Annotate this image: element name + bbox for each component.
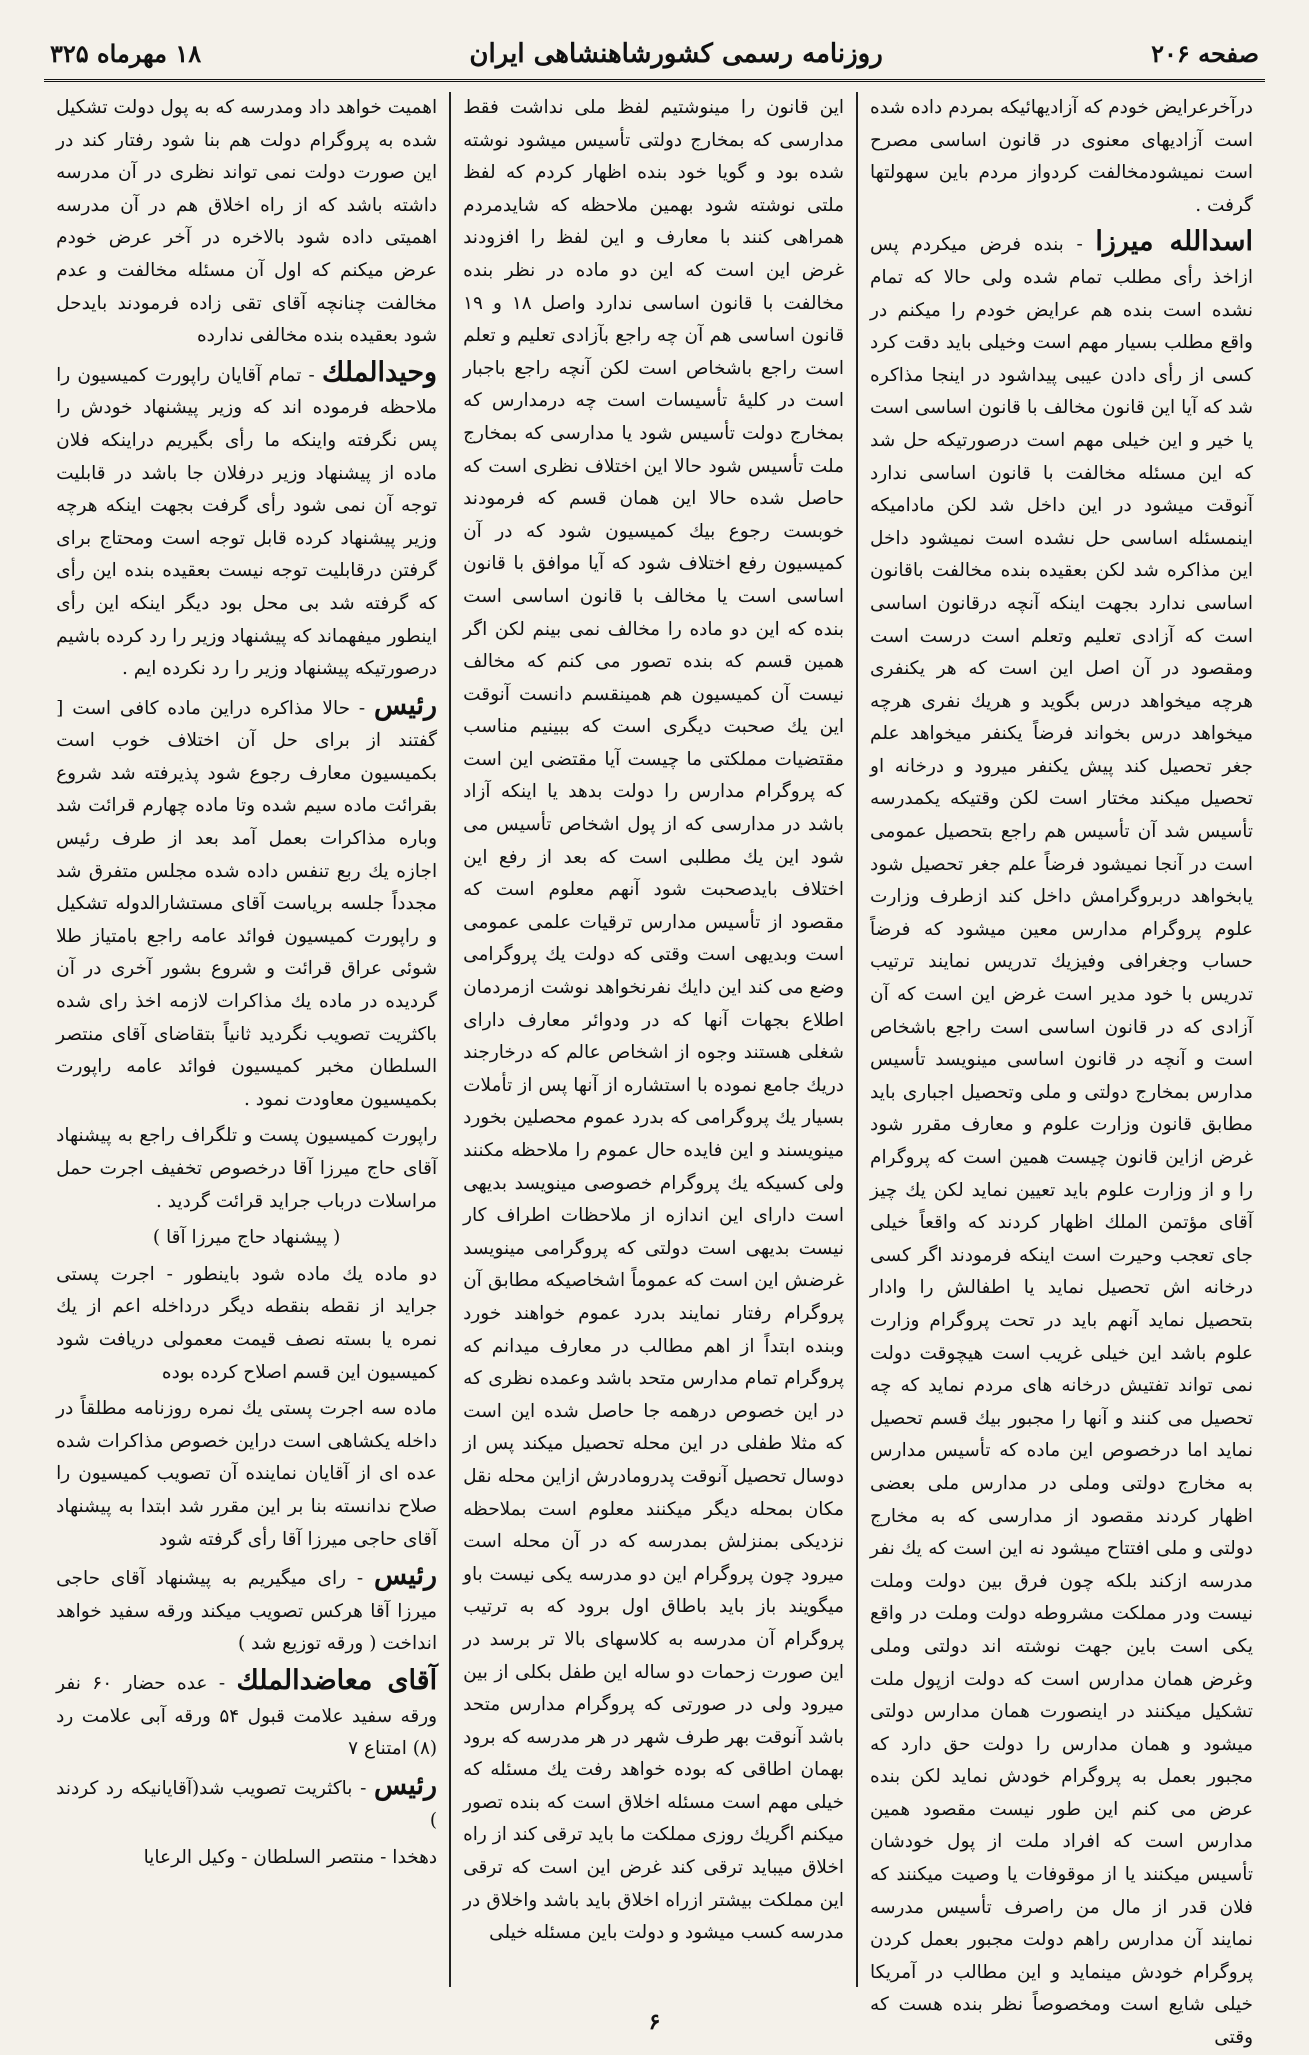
paragraph: درآخرعرایض خودم که آزادیهائیکه بمردم داده شده است آزادیهای معنوی در قانون اساسی مصرح است نمیشودمخالفت کردواز مردم باین سهولتها گرفت . <box>870 97 1253 216</box>
paragraph: دهخدا - منتصر السلطان - وکیل الرعایا <box>143 1846 438 1868</box>
page-label: صفحه ۲۰۶ <box>1151 39 1259 68</box>
paragraph <box>56 1770 437 1838</box>
paragraph: اهمیت خواهد داد ومدرسه که به پول دولت تشکیل شده به پروگرام دولت هم بنا شود رفتار کند در این صورت دولت نمی تواند نظری در آن مدرسه داشته باشد که از راه اخلاق هم در آن مدرسه اهمیتی داده شود بالاخره در آخر عرض خودم عرض میکنم که اول آن مسئله مخالفت و عدم مخالفت چنانچه آقای تقی زاده فرمودند بایدحل شود بعقیده بنده مخالفی ندارده <box>56 97 438 347</box>
speech-text: - عده حضار ۶۰ نفر ورقه سفید علامت قبول ۵۴ ورقه آبی علامت رد (۸) امتناع ۷ <box>56 1672 438 1760</box>
speaker-name: آقای معاضدالملك <box>236 1664 438 1696</box>
speech-text: - تمام آقایان راپورت کمیسیون را ملاحظه فرموده اند که وزیر پیشنهاد خودش را پس نگرفته واینکه ما رأی بگیریم دراینکه فلان ماده از پیشنهاد وزیر درفلان جا باشد در قابلیت توجه آن نمی شود رأی گرفت بجهت اینکه هرچه وزیر پیشنهاد کرده قابل توجه است ومحتاج برای گرفتن درقابلیت توجه نیست بعقیده بنده این رأی که گرفته شد بی محل بود دیگر اینکه این رأی اینطور میفهماند که پیشنهاد وزیر را رد کرده باشیم درصورتیکه پیشنهاد وزیر را رد نکرده ایم . <box>56 364 438 680</box>
paragraph: راپورت کمیسیون پست و تلگراف راجع به پیشنهاد آقای حاج میرزا آقا درخصوص تخفیف اجرت حمل مراسلات درباب جراید قرائت گردید . <box>56 1125 438 1212</box>
paragraph: ماده سه اجرت پستی یك نمره روزنامه مطلقاً در داخله یکشاهی است دراین خصوص مذاکرات شده عده ای از آقایان نماینده آن تصویب کمیسیون را صلاح ندانسته بنا بر این مقرر شد ابتدا به پیشنهاد آقای حاجی میرزا آقا رأی گرفته شود <box>56 1398 438 1550</box>
paragraph: این قانون را مینوشتیم لفظ ملی نداشت فقط مدارسی که بمخارج دولتی تأسیس میشود نوشته شده بود و گویا خود بنده اظهار کردم که لفظ ملتی نوشته شود بهمین ملاحظه که شایدمردم همراهی کنند با معارف و این لفظ را افزودند غرض این است که این دو ماده در نظر بنده مخالفت با قانون اساسی ندارد واصل ۱۸ و ۱۹ قانون اساسی هم آن چه راجع بآزادی تعلیم و تعلم است راجع باشخاص است لکن آنچه راجع باجبار است در کلیهٔ تأسیسات است چه درمدارس که بمخارج دولت تأسیس شود یا مدارسی که بمخارج ملت تأسیس شود حالا این اختلاف نظری است که حاصل شده حالا این همان قسم که فرمودند خوبست رجوع بیك کمیسیون شود که در آن کمیسیون رفع اختلاف شود که آیا موافق با قانون اساسی است یا مخالف با قانون اساسی است بنده که این دو ماده را مخالف نمی بینم لکن اگر همین قسم که بنده تصور می کنم که مخالف نیست آن کمیسیون هم همینقسم دانست آنوقت این یك صحبت دیگری است که ببینیم مناسب مقتضیات مملکتی ما چیست آیا مقتضی این است که پروگرام مدارس را دولت بدهد یا اینکه آزاد باشد در مدارسی که از پول اشخاص تأسیس می شود این یك مطلبی است که بعد از رفع این اختلاف بایدصحبت شود آنهم معلوم است که مقصود از تأسیس مدارس ترقیات علمی عمومی است وبدیهی است وقتی که دولت یك پروگرامی وضع می کند این دایك نفرنخواهد نوشت ازمردمان اطلاع بجهات آنها که در ودوائر معارف دارای شغلی هستند وجوه از اشخاص عالم که درخارجند دریك جامع نموده با استشاره از آنها پس از تأملات بسیار یك پروگرامی که بدرد عموم محصلین بخورد مینویسند و این فایده حال عموم را ملاحظه مکنند ولی کسیکه یك پروگرام خصوصی مینویسد بدیهی است دارای این اندازه از ملاحظات اطراف کار نیست بدیهی است دولتی که پروگرامی مینویسد غرضش این است که عموماً اشخاصیکه مطابق آن پروگرام رفتار نمایند بدرد عموم خواهند خورد وبنده ابتداً از اهم مطالب در معارف میدانم که پروگرام تمام مدارس متحد باشد وعمده نظری که در این خصوص درهمه جا حاصل شده این است که مثلا طفلی در این محله تحصیل میکند پس از دوسال تحصیل آنوقت پدرومادرش ازاین محله نقل مکان بمحله دیگر میکنند معلوم است بملاحظه نزدیکی بمنزلش بمدرسه که در آن محله است میرود چون پروگرام این دو مدرسه یکی نیست باو میگویند باز باید باطاق اول برود که به ترتیب پروگرام آن مدرسه به کلاسهای بالا تر برسد در این صورت زحمات دو ساله این طفل بکلی از بین میرود ولی در صورتی که پروگرام مدارس متحد باشد آنوقت بهر طرف شهر در هر مدرسه که برود بهمان اطاقی که بوده خواهد رفت یك مسئله که خیلی مهم است مسئله اخلاق است که بنده تصور میکنم اگریك روزی مملکت ما باید ترقی کند از راه اخلاق میباید ترقی کند غرض این است که ترقی این مملکت بیشتر ازراه اخلاق باید باشد واخلاق در مدرسه کسب میشود و دولت باین مسئله خیلی <box>463 97 845 1944</box>
text-columns <box>44 92 1265 2049</box>
paragraph <box>56 1560 437 1661</box>
issue-date: ۱۸ مهرماه ۳۲۵ <box>50 39 202 68</box>
paragraph <box>56 690 437 1117</box>
paragraph: ( پیشنهاد حاج میرزا آقا ) <box>152 1227 341 1249</box>
newspaper-title: روزنامه رسمی کشورشاهنشاهی ایران <box>469 38 883 69</box>
page-header <box>44 28 1265 82</box>
column-middle <box>451 92 858 1987</box>
speaker-name: وحیدالملك <box>322 356 438 388</box>
column-right <box>858 92 1265 2049</box>
speaker-name: رئیس <box>373 1560 438 1592</box>
paragraph <box>870 226 1253 2054</box>
speech-text: - حالا مذاکره دراین ماده کافی است [ گفتند از برای حل آن اختلاف خوب است بکمیسیون معارف رجوع شود پذیرفته شد شروع بقرائت ماده سیم شده وتا ماده چهارم قرائت شد وباره مذاکرات بعمل آمد بعد از طرف رئیس اجازه یك ربع تنفس داده شده مجلس متفرق شد مجدداً جلسه بریاست آقای مستشارالدوله تشکیل و راپورت کمیسیون فوائد عامه راجع بامتیاز طلا شوئی عراق قرائت و شروع بشور آخری در آن گردیده در ماده یك مذاکرات لازمه اخذ رای شده باکثریت تصویب نگردید ثانیاً بتقاضای آقای منتصر السلطان مخبر کمیسیون فوائد عامه راپورت بکمیسیون معاودت نمود . <box>56 697 438 1110</box>
speech-text: - باکثریت تصویب شد(آقایانیکه رد کردند ) <box>56 1777 438 1832</box>
page-number: ۶ <box>648 2009 661 2035</box>
speaker-name: رئیس <box>373 1769 438 1801</box>
speaker-name: رئیس <box>373 689 438 721</box>
speaker-name: اسدالله میرزا <box>1095 226 1253 258</box>
paragraph: دو ماده یك ماده شود باینطور - اجرت پستی جراید از نقطه بنقطه دیگر درداخله اعم از یك نمره یا بسته نصف قیمت معمولی دریافت شود کمیسیون این قسم اصلاح کرده بوده <box>56 1263 438 1383</box>
column-left <box>44 92 451 1987</box>
paragraph <box>56 357 437 686</box>
speech-text: - بنده فرض میکردم پس ازاخذ رأی مطلب تمام شده ولی حالا که تمام نشده است بنده هم عرایض خودم را میکنم در واقع مطلب بسیار مهم است وخیلی باید دقت کرد کسی از رأی دادن عیبی پیداشود در اینجا مذاکره شد که آیا این قانون مخالف با قانون اساسی است یا خیر و این خیلی مهم است درصورتیکه حل شد که این مسئله مخالفت با قانون اساسی ندارد آنوقت میشود در این داخل شد لکن مادامیکه اینمسئله اساسی حل نشده است نمیشود داخل این مذاکره شد لکن بعقیده بنده مخالفت باقانون اساسی ندارد بجهت اینکه آنچه درقانون اساسی است که آزادی تعلیم وتعلم است درست است ومقصود در آن اصل این است که هر یکنفری هرچه میخواهد درس بگوید و هریك نفری هرچه میخواهد درس بخواند فرضاً یکنفر میخواهد علم جغر تحصیل کند پیش یکنفر میرود و درخانه او تحصیل میکند مختار است لکن وقتیکه یکمدرسه تأسیس شد آن تأسیس هم راجع بتحصیل عمومی است در آنجا نمیشود فرضاً علم جغر تحصیل شود یابخواهد دربروگرامش داخل کند ازطرف وزارت علوم پروگرام مدارس معین میشود که فرضاً حساب وجغرافی وفیزیك تدریس نمایند ترتیب تدریس با خود مدیر است غرض این است که آن آزادی که در قانون اساسی است راجع باشخاص است و آنچه در قانون اساسی مینویسد تأسیس مدارس بمخارج دولتی و ملی وتحصیل اجباری باید مطابق قانون وزارت علوم و معارف مقرر شود غرض ازاین قانون چیست همین است که پروگرام را و از وزارت علوم باید تعیین نماید لکن یك چیز آقای مؤتمن الملك اظهار کردند که واقعاً خیلی جای تعجب وحیرت است اینکه فرمودند اگر کسی درخانه اش تحصیل نماید یا اطفالش را وادار بتحصیل نماید آنهم باید در تحت پروگرام وزارت علوم باشد این خیلی غریب است هیچوقت دولت نمی تواند تفتیش درخانه های مردم نماید که چه تحصیل می کنند و آنها را مجبور بیك قسم تحصیل نماید اما درخصوص این ماده که تأسیس مدارس به مخارج دولتی وملی در مدارس ملی بعضی اظهار کردند مقصود از مدارسی که به مخارج دولتی و ملی افتتاح میشود نه این است که یك نفر مدرسه ازکند بلکه چون فرق بین دولت وملت نیست ودر مملکت مشروطه دولت وملت در واقع یکی است باین جهت نوشته اند دولتی وملی وغرض همان مدارس است که دولت ازپول ملت تشکیل میکنند در اینصورت همان مدارس دولتی میشود و همان مدارس را دولت حق دارد که مجبور بعمل به پروگرام خودش نماید لکن بنده عرض می کنم این طور نیست مقصود همین مدارس است که افراد ملت از پول خودشان تأسیس میکنند یا از موقوفات یا وصیت میکنند که فلان قدر از مال من راصرف تأسیس مدرسه نمایند آن مدارس راهم دولت مجبور بعمل کردن پروگرام خودش مینماید و این مطالب در آمریکا خیلی شایع است ومخصوصاً نظر بنده هست که وقتی <box>870 234 1253 2049</box>
paragraph <box>56 1665 437 1766</box>
speech-text: - رای میگیریم به پیشنهاد آقای حاجی میرزا آقا هرکس تصویب میکند ورقه سفید خواهد انداخت ( ورقه توزیع شد ) <box>56 1568 438 1655</box>
